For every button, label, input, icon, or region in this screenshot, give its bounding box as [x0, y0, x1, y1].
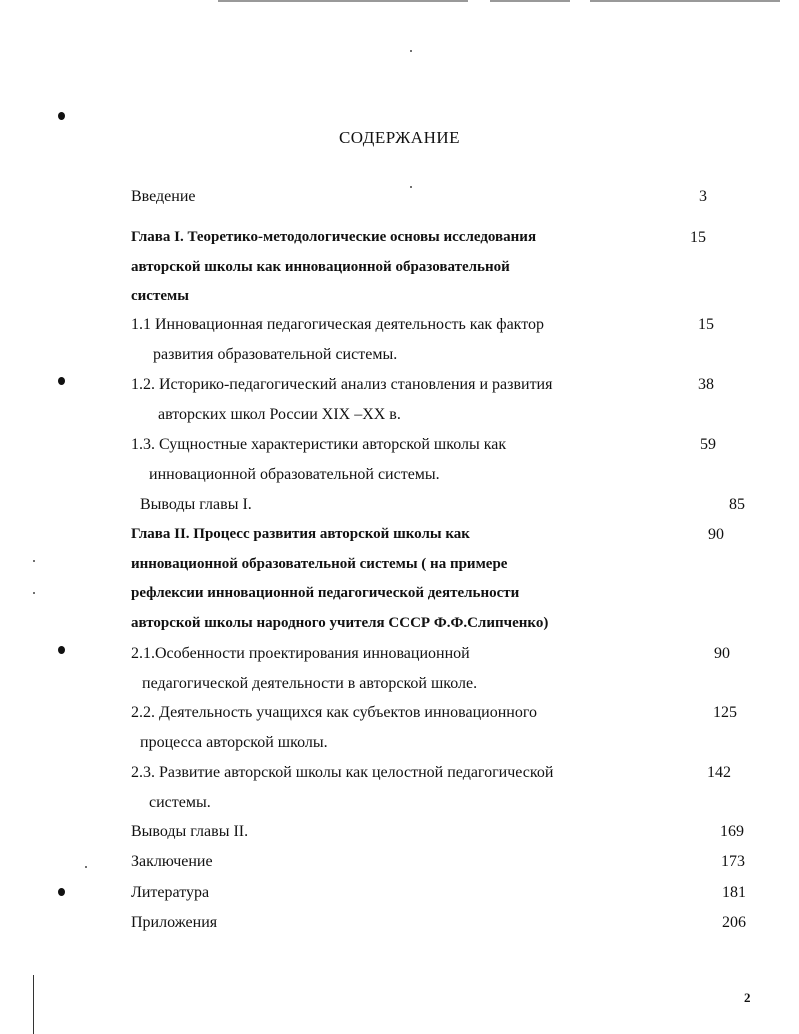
binding-hole-mark [58, 112, 65, 120]
scan-speck [410, 50, 412, 52]
toc-entry [131, 188, 746, 218]
toc-entry-text: 1.2. Историко-педагогический анализ становления и развития [131, 376, 553, 393]
page-number: 2 [744, 990, 751, 1005]
toc-entry [131, 526, 746, 644]
toc-entry-text: рефлексии инновационной педагогической деятельности [131, 585, 520, 601]
toc-entry-text: развития образовательной системы. [153, 345, 398, 363]
scan-speck [85, 866, 87, 868]
toc-page-number: 169 [720, 823, 744, 840]
scan-top-rule [218, 0, 468, 2]
toc-entry-text: Введение [131, 188, 196, 205]
toc-entry-text: инновационной образовательной системы. [149, 465, 440, 483]
toc-entry-text: инновационной образовательной системы ( на примере [131, 555, 508, 572]
toc-entry-text: 2.1.Особенности проектирования инновационной [131, 645, 470, 662]
toc-page-number: 85 [729, 496, 745, 513]
scan-edge-line [33, 975, 34, 1034]
toc-entry [131, 496, 746, 526]
toc-entry [131, 316, 746, 375]
toc-entry-text: Выводы главы I. [140, 496, 252, 513]
scan-top-rule [590, 0, 780, 2]
toc-page-number: 3 [699, 188, 707, 205]
toc-page-number: 90 [714, 645, 730, 662]
toc-entry [131, 853, 746, 883]
toc-page-number: 15 [698, 316, 714, 333]
toc-entry-text: процесса авторской школы. [140, 733, 328, 751]
toc-entry-text: 2.2. Деятельность учащихся как субъектов инновационного [131, 704, 537, 721]
toc-entry [131, 376, 746, 435]
toc-page-number: 15 [690, 229, 706, 246]
toc-entry-text: Глава I. Теоретико-методологические основы исследования [131, 229, 537, 245]
toc-page-number: 206 [722, 914, 746, 931]
toc-entry-text: авторской школы как инновационной образовательной [131, 258, 510, 275]
toc-entry [131, 229, 746, 318]
toc-entry-text: 1.1 Инновационная педагогическая деятельность как фактор [131, 316, 545, 333]
toc-page-number: 125 [713, 704, 737, 721]
toc-page-number: 181 [722, 884, 746, 901]
toc-entry-text: 1.3. Сущностные характеристики авторской школы как [131, 436, 507, 453]
toc-entry [131, 436, 746, 495]
toc-entry [131, 914, 746, 944]
toc-entry-text: Заключение [131, 853, 213, 870]
toc-entry [131, 823, 746, 853]
toc-page-number: 142 [707, 764, 731, 781]
toc-page-number: 59 [700, 436, 716, 453]
page-title: СОДЕРЖАНИЕ [338, 128, 461, 147]
binding-hole-mark [58, 646, 65, 654]
toc-entry-text: Выводы главы II. [131, 823, 249, 840]
binding-hole-mark [58, 377, 65, 385]
toc-page-number: 90 [708, 526, 724, 543]
toc-entry-text: Глава II. Процесс развития авторской школы как [131, 526, 470, 542]
toc-entry [131, 704, 746, 763]
toc-entry-text: педагогической деятельности в авторской школе. [142, 674, 478, 692]
scan-speck [33, 592, 35, 594]
toc-entry-text: 2.3. Развитие авторской школы как целостной педагогической [131, 764, 554, 781]
toc-page-number: 38 [698, 376, 714, 393]
toc-entry-text: Приложения [131, 914, 218, 931]
toc-page-number: 173 [721, 853, 745, 870]
toc-entry-text: системы. [149, 793, 211, 811]
toc-entry-text: Литература [131, 884, 210, 901]
toc-entry [131, 764, 746, 823]
binding-hole-mark [58, 888, 65, 896]
scan-top-rule [490, 0, 570, 2]
toc-entry-text: авторских школ России XIX –XX в. [158, 405, 401, 423]
toc-entry-text: системы [131, 288, 189, 304]
toc-entry [131, 884, 746, 914]
scan-speck [33, 560, 35, 562]
toc-entry [131, 645, 746, 704]
toc-entry-text: авторской школы народного учителя СССР Ф.Ф.Слипченко) [131, 614, 549, 631]
